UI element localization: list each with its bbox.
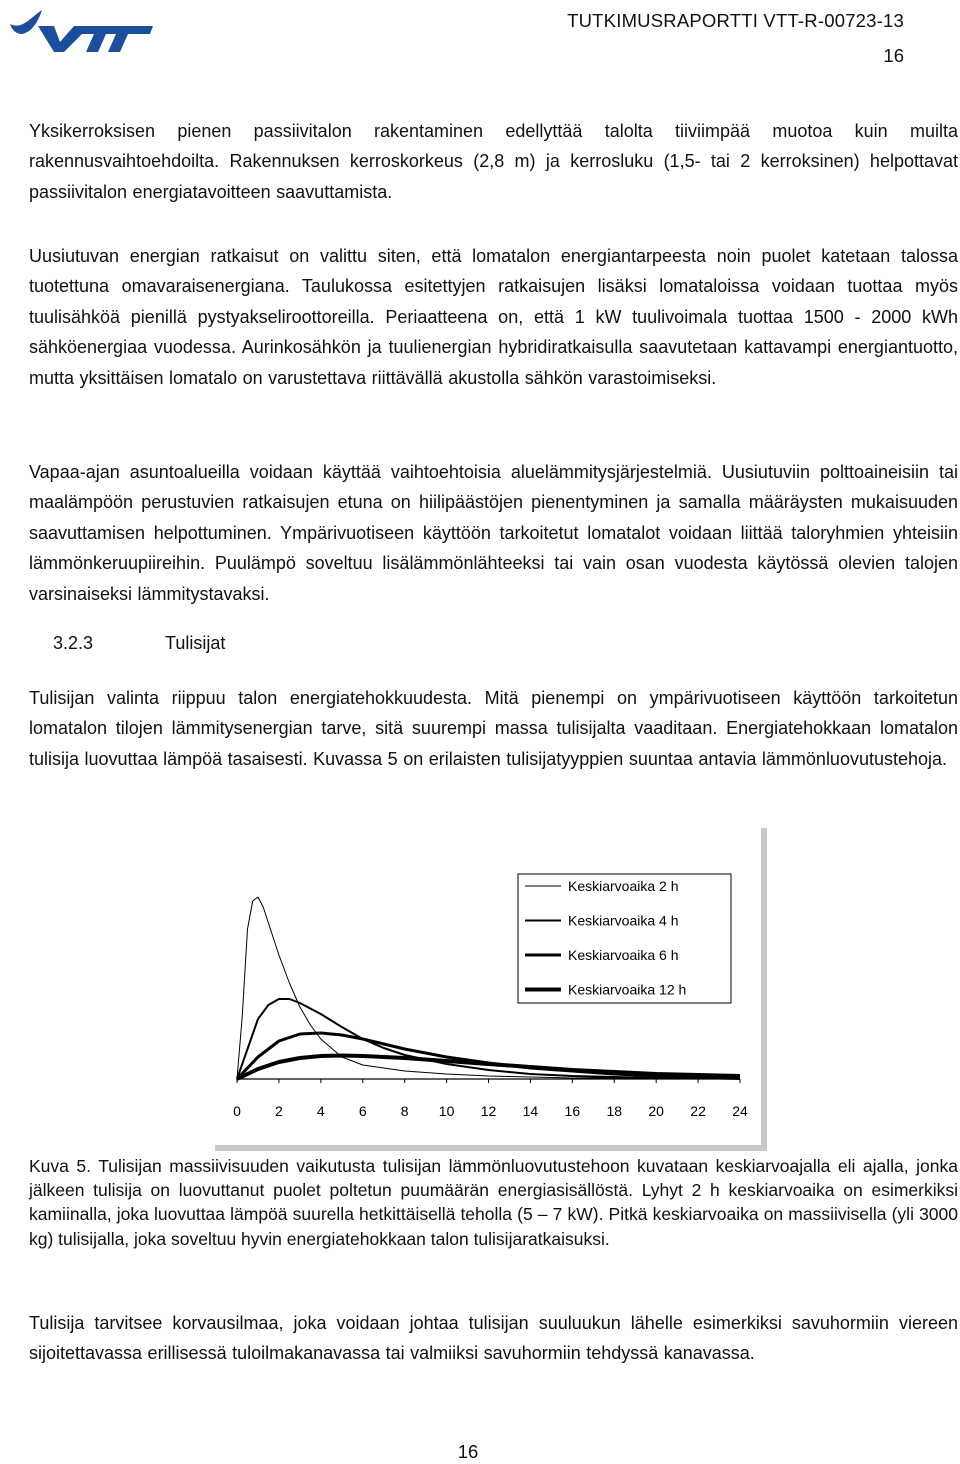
vtt-logo [8,4,153,54]
report-id: TUTKIMUSRAPORTTI VTT-R-00723-13 [567,10,904,31]
section-heading [53,633,225,654]
figure-caption: Kuva 5. Tulisijan massiivisuuden vaikutusta tulisijan lämmönluovutustehoon kuvataan keskiarvoajalla eli ajalla, jonka jälkeen tulisija on luovuttanut puolet poltetun puumäärän energiasisällöstä. Lyhyt 2 h keskiarvoaika on esimerkiksi kamiinalla, joka luovuttaa lämpöä suurella hetkittäisellä teholla (5 – 7 kW). Pitkä keskiarvoaika on massiivisella (yli 3000 kg) tulisijalla, joka soveltuu hyvin energiatehokkaan talon tulisijaratkaisuksi. [29,1156,958,1249]
section-title: Tulisijat [165,633,226,653]
x-tick-label: 20 [648,1103,664,1119]
x-tick-label: 22 [690,1103,706,1119]
paragraph-3: Vapaa-ajan asuntoalueilla voidaan käyttää vaihtoehtoisia aluelämmitysjärjestelmiä. Uusiutuviin polttoaineisiin tai maalämpöön perustuvien ratkaisujen etuna on hiilipäästöjen pienentyminen ja samalla määräysten mukaisuuden saavuttamisen helpottuminen. Ympärivuotiseen käyttöön tarkoitetut lomatalot voidaan liittää taloryhmien yhteisiin lämmönkeruupiireihin. Puulämpö soveltuu lisälämmönlähteeksi tai vain osan vuodesta käytössä olevien talojen varsinaiseksi lämmitystavaksi. [29,462,958,604]
paragraph-1: Yksikerroksisen pienen passiivitalon rakentaminen edellyttää talolta tiiviimpää muotoa kuin muilta rakennusvaihtoehdoilta. Rakennuksen kerroskorkeus (2,8 m) ja kerrosluku (1,5- tai 2 kerroksinen) helpottavat passiivitalon energiatavoitteen saavuttamista. [29,121,958,202]
legend-label-4: Keskiarvoaika 12 h [568,981,687,998]
x-tick-label: 18 [606,1103,623,1119]
logo-swoosh-icon [10,10,42,34]
paragraph-2: Uusiutuvan energian ratkaisut on valittu siten, että lomatalon energiantarpeesta noin puolet katetaan talossa tuotettuna omavaraisenergiana. Taulukossa esitettyjen ratkaisujen lisäksi lomataloissa voidaan tuottaa myös tuulisähköä pienillä pystyakseliroottoreilla. Periaatteena on, että 1 kW tuulivoimala tuottaa 1500 - 2000 kWh sähköenergiaa vuodessa. Aurinkosähkön ja tuulienergian hybridiratkaisulla saavutetaan kattavampi energiantuotto, mutta yksittäisen lomatalo on varustettava riittävällä akustolla sähkön varastoimiseksi. [29,246,958,388]
legend-label-3: Keskiarvoaika 6 h [568,947,679,963]
page-number-top: 16 [883,45,904,66]
x-tick-label: 8 [400,1103,409,1119]
x-ticks [233,1079,748,1119]
x-tick-label: 4 [316,1103,325,1119]
x-tick-label: 2 [275,1103,283,1119]
x-tick-label: 0 [233,1103,241,1119]
legend-label-2: Keskiarvoaika 4 h [568,912,679,929]
legend-label-1: Keskiarvoaika 2 h [568,878,679,894]
x-tick-label: 24 [732,1103,748,1119]
x-tick-label: 10 [438,1103,455,1119]
x-tick-label: 6 [358,1103,367,1119]
section-number: 3.2.3 [53,633,94,653]
series-line-4 [237,1056,740,1080]
paragraph-5: Tulisija tarvitsee korvausilmaa, joka voidaan johtaa tulisijan suuluukun lähelle esimerkiksi savuhormiin viereen sijoitettavassa erillisessä tuloilmakanavassa tai valmiiksi savuhormiin tehdyssä kanavassa. [29,1313,958,1364]
series-line-2 [237,999,740,1079]
x-tick-label: 16 [564,1103,581,1119]
x-tick-label: 14 [522,1103,539,1119]
paragraph-4: Tulisijan valinta riippuu talon energiatehokkuudesta. Mitä pienempi on ympärivuotiseen käyttöön tarkoitetun lomatalon tilojen lämmitysenergian tarve, sitä suurempi massa tulisijalta vaaditaan. Energiatehokkaan lomatalon tulisija luovuttaa lämpöä tasaisesti. Kuvassa 5 on erilaisten tulisijatyyppien suuntaa antavia lämmönluovutustehoja. [29,688,958,769]
heat-output-chart [215,828,767,1151]
figure-5 [215,828,767,1151]
x-tick-label: 12 [480,1103,497,1119]
logo-letters-icon [38,26,153,52]
page-number-bottom: 16 [457,1441,479,1462]
